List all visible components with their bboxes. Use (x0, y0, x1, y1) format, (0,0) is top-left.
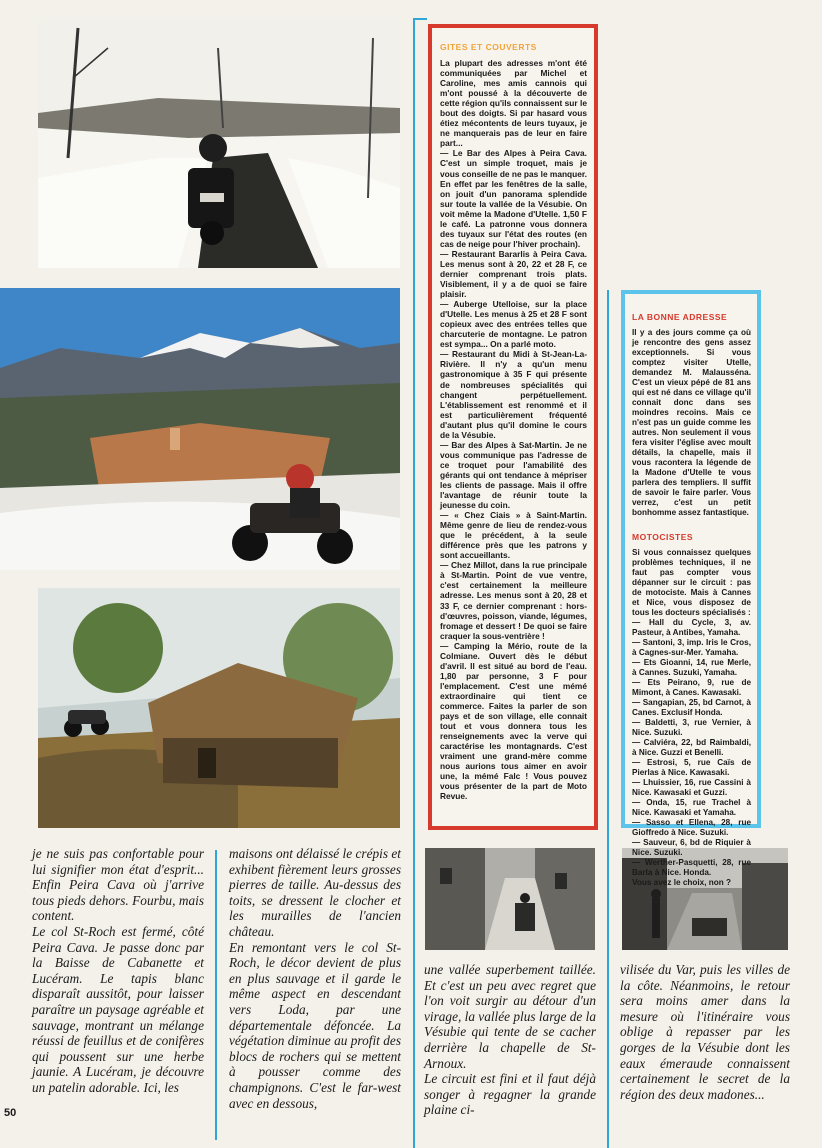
column-rule-right (607, 290, 609, 1148)
village-street-image (425, 848, 595, 950)
gites-text: La plupart des adresses m'ont été communiquées par Michel et Caroline, mes amis cannois qui m'ont poussé à la découverte de cette région qu'ils connaissent sur le bout des doigts. Si par hasard vous étiez mécontents de leurs tuyaux, je ne manquerais pas de leur en faire part... — Le Bar des Alpes à Peira Cava. C'est un simple troquet, mais je vous conseille de ne pas le manquer. En effet par les fenêtres de la salle, on jouit d'un panorama splendide sur toute la vallée de la Vésubie. On voit même la Madone d'Utelle. 1,50 F le café. La patronne vous donnera des tuyaux sur l'état des routes (en cas de neige pour l'hiver prochain). — Restaurant Bararlis à Peira Cava. Les menus sont à 20, 22 et 28 F, ce dernier comprenant trois plats. Visiblement, il y a de quoi se faire plaisir. — Auberge Utelloise, sur la place d'Utelle. Les menus à 25 et 28 F sont copieux avec des entrées telles que charcuterie de montagne. Le patron est sympa... On a parlé moto. — Restaurant du Midi à St-Jean-La-Rivière. Il n'y a qu'un menu gastronomique à 35 F qui présente de nombreuses spécialités qui changent perpétuellement. L'établissement est renommé et il est particulièrement fréquenté d'autant plus qu'il domine le cours de la Vésubie. — Bar des Alpes à Sat-Martin. Je ne vous communique pas l'adresse de ce troquet pour l'amabilité des gérants qui ont tendance à mépriser les clients de passage. Mais il offre l'avantage de réunir toute la jeunesse du coin. — « Chez Ciais » à Saint-Martin. Même genre de lieu de rendez-vous que le précédent, à la seule différence près que les patrons y sont accueillants. — Chez Millot, dans la rue principale à St-Martin. Point de vue ventre, c'est certainement la meilleure adresse. Les menus sont à 20, 28 et 33 F, ce dernier comprenant : hors-d'œuvres, poisson, viande, légumes, fromage et dessert ! De quoi se faire craquer la sous-ventrière ! — Camping la Mério, route de la Colmiane. Ouvert dès le début d'avril. Il est situé au bord de l'eau. 1,80 par personne, 3 F pour l'emplacement. C'est une mémé extraordinaire qui tient ce commerce. Faites la parler de son pays et de son village, elle connait tout et vous donnera tous les renseignements avec la verve qui caractérise les montagnards. C'est vraiment une grand-mère comme nous aurions tous aimer en avoir une, la mémé Falc ! Vous pouvez vous présenter de la part de Moto Revue. (440, 58, 587, 802)
thatched-hut-image (38, 588, 400, 828)
body-column-3: une vallée superbement taillée. Et c'est un peu avec regret que l'on voit surgir au détour d'un virage, la vallée plus large de la Vésubie qui tente de se cacher derrière la chapelle de St-Arnoux. Le circuit est fini et il faut déjà songer à regagner la grande plaine ci- (424, 962, 596, 1118)
photo-snow-road (38, 18, 400, 268)
bonne-adresse-title: LA BONNE ADRESSE (632, 312, 728, 322)
page-number: 50 (4, 1107, 17, 1119)
header-rule (413, 18, 427, 20)
body-column-4: vilisée du Var, puis les villes de la côte. Néanmoins, le retour sera moins amer dans la mesure où l'itinéraire vous oblige à repasser par les gorges de la Vésubie dont les eaux émeraude connaissent certainement le secret de la région des deux madones... (620, 962, 790, 1102)
column-rule-middle (215, 850, 217, 1140)
gites-et-couverts-box (428, 24, 598, 830)
gites-title: GITES ET COUVERTS (440, 42, 537, 52)
mountain-village-image (0, 288, 400, 570)
motocistes-title: MOTOCISTES (632, 532, 694, 542)
body-column-2: maisons ont délaissé le crépis et exhibent fièrement leurs grosses pierres de taille. Au-dessus des toits, se dressent le clocher et les murailles de l'ancien château. En remontant vers le col St-Roch, le décor devient de plus en plus sauvage et il garde le même aspect en descendant vers Loda, par une départementale défoncée. La végétation diminue au profit des blocs de rochers qui se mettent à pousser comme des champignons. C'est le far-west avec en dessous, (229, 846, 401, 1111)
motocistes-text: Si vous connaissez quelques problèmes techniques, il ne faut pas compter vous dépanner sur le circuit : pas de motociste. Mais à Cannes et Nice, vous disposez de tous les docteurs spécialisés : — Hall du Cycle, 3, av. Pasteur, à Antibes, Yamaha. — Santoni, 3, imp. Iris le Cros, à Cagnes-sur-Mer. Yamaha. — Ets Gioanni, 14, rue Merle, à Cannes. Suzuki, Yamaha. — Ets Peirano, 9, rue de Mimont, à Canes. Kawasaki. — Sangapian, 25, bd Carnot, à Canes. Exclusif Honda. — Baldetti, 3, rue Vernier, à Nice. Suzuki. — Calviéra, 22, bd Raimbaldi, à Nice. Guzzi et Benelli. — Estrosi, 5, rue Caïs de Pierlas à Nice. Kawasaki. — Lhuissier, 16, rue Cassini à Nice. Kawasaki et Guzzi. — Onda, 15, rue Trachel à Nice. Kawasaki et Yamaha. — Sasso et Ellena, 28, rue Gioffredo à Nice. Suzuki. — Sauveur, 6, bd de Riquier à Nice. Suzuki. — Werther-Pasquetti, 28, rue Barla à Nice. Honda. Vous avez le choix, non ? (632, 548, 751, 887)
bonne-adresse-text: Il y a des jours comme ça où je rencontre des gens assez exceptionnels. Si vous comptez visiter Utelle, demandez M. Malausséna. C'est un vieux pépé de 81 ans qui est né dans ce village qu'il connait donc dans ses moindres recoins. Mais ce n'est pas un guide comme les autres. Non seulement il vous fera visiter l'église avec moult détails, la chapelle, mais il vous racontera la légende de la Madone d'Utelle te vous parlera des templiers. Il suffit de savoir le faire parler. Vous verrez, c'est un petit bonhomme assez fantastique. (632, 328, 751, 517)
body-column-1: je ne suis pas confortable pour lui signifier mon état d'esprit... Enfin Peira Cava où j'arrive tous pieds dehors. Fourbu, mais content. Le col St-Roch est fermé, côté Peira Cava. Je passe donc par la Baisse de Cabanette et Lucéram. Le tapis blanc disparaît aussitôt, pour laisser paraître un paysage agréable et sauvage, montrant un mélange réussi de feuillus et de conifères qui poussent sur une herbe jaunie. A Lucéram, je découvre un patelin adorable. Ici, les (32, 846, 204, 1095)
column-rule-left (413, 18, 415, 1148)
bonne-adresse-box (621, 290, 761, 887)
photo-thatched-hut (38, 588, 400, 828)
snow-road-image (38, 18, 400, 268)
photo-village-street (425, 848, 595, 950)
photo-mountain-village (0, 288, 400, 570)
